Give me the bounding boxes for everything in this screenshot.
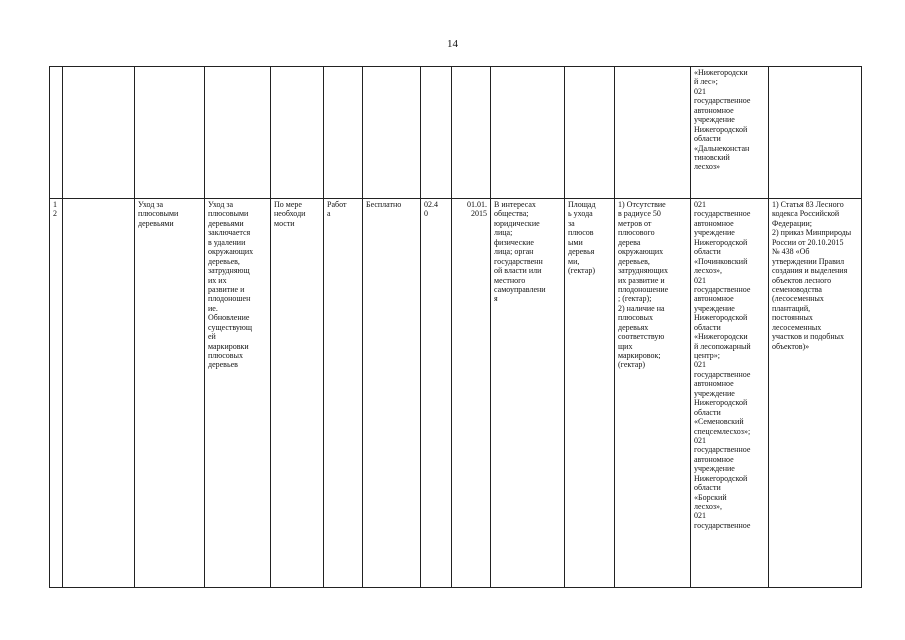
service-name-cell (135, 199, 205, 588)
cell (135, 67, 205, 199)
volume-indicator: Площад ь ухода за плюсов ыми деревья ми, (гектар) (568, 200, 596, 276)
cell (565, 67, 615, 199)
cell (615, 67, 691, 199)
consumers-cell (491, 199, 565, 588)
industry-code: 02.4 0 (424, 200, 438, 219)
legal-basis: 1) Статья 83 Лесного кодекса Российской Федерации; 2) приказ Минприроды России от 20.10.2015 № 438 «Об утверждении Правил создания и выделения объектов лесного семеноводства (лесосеменных плантаций, постоянных лесосеменных участков и подобных объектов)» (772, 200, 852, 351)
periodicity: По мере необходи мости (274, 200, 306, 228)
service-name: Уход за плюсовыми деревьями (138, 200, 179, 228)
table-row-12 (50, 199, 862, 588)
periodicity-cell (271, 199, 324, 588)
cell (50, 67, 63, 199)
payment-cell (363, 199, 421, 588)
legal-basis-cell (769, 199, 862, 588)
cell (63, 67, 135, 199)
type-cell (324, 199, 363, 588)
page-number: 14 (447, 38, 458, 50)
registry-table (49, 66, 862, 588)
effective-date: 01.01. 2015 (467, 200, 487, 219)
cell (491, 67, 565, 199)
payment-type: Бесплатно (366, 200, 402, 209)
cell (421, 67, 452, 199)
cell-provider-continued (691, 67, 769, 199)
provider-continued-text: «Нижегородски й лес»; 021 государственное автономное учреждение Нижегородской области «Дальнеконстан тиновский лесхоз» (694, 68, 751, 172)
consumers: В интересах общества; юридические лица; физические лица; орган государственн ой власти или местного самоуправлени я (494, 200, 546, 304)
providers: 021 государственное автономное учреждение Нижегородской области «Починковский лесхоз», 021 государственное автономное учреждение Нижегородской области «Нижегородски й лесопожарный центр»; 021 государственное автономное учреждение Нижегородской области «Семеновский спецсемлесхоз»; 021 государственное автономное учреждение Нижегородской области «Борский лесхоз», 021 государственное (694, 200, 751, 530)
row-number-cell (50, 199, 63, 588)
cell (271, 67, 324, 199)
quality-indicators: 1) Отсутствие в радиусе 50 метров от плюсового дерева окружающих деревьев, затрудняющих их развитие и плодоношение ; (гектар); 2) наличие на плюсовых деревьях соответствую щих маркировок; (гектар) (618, 200, 669, 370)
date-cell (452, 199, 491, 588)
row-number: 12 (53, 200, 57, 219)
service-description-cell (205, 199, 271, 588)
cell (205, 67, 271, 199)
providers-cell (691, 199, 769, 588)
cell (769, 67, 862, 199)
cell (324, 67, 363, 199)
quality-cell (615, 199, 691, 588)
cell (452, 67, 491, 199)
cell (363, 67, 421, 199)
table-row-continuation (50, 67, 862, 199)
code-cell (421, 199, 452, 588)
volume-cell (565, 199, 615, 588)
service-description: Уход за плюсовыми деревьями заключается в удалении окружающих деревьев, затрудняющ их их развитие и плодоношен ие. Обновление существующ ей маркировки плюсовых деревьев (208, 200, 254, 370)
service-type: Работ а (327, 200, 347, 219)
cell (63, 199, 135, 588)
